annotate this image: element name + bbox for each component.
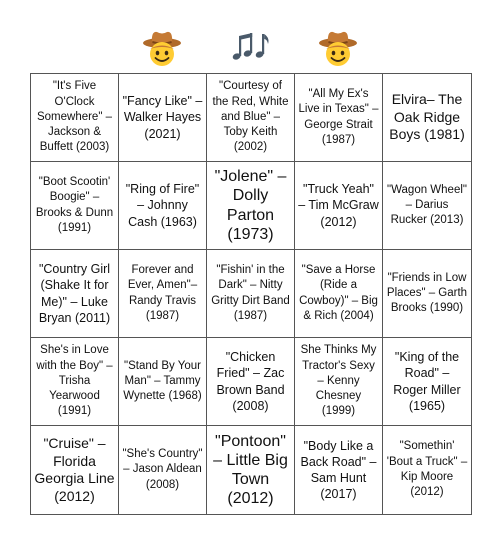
bingo-cell[interactable]: "It's Five O'Clock Somewhere" – Jackson & Buffett (2003) — [31, 74, 119, 162]
bingo-cell[interactable]: "Courtesy of the Red, White and Blue" – Toby Keith (2002) — [207, 74, 295, 162]
bingo-cell[interactable]: "Fancy Like" – Walker Hayes (2021) — [119, 74, 207, 162]
bingo-header — [30, 26, 472, 70]
bingo-cell[interactable]: "Cruise" – Florida Georgia Line (2012) — [31, 426, 119, 514]
bingo-cell[interactable]: "King of the Road" – Roger Miller (1965) — [383, 338, 471, 426]
bingo-cell[interactable]: Elvira– The Oak Ridge Boys (1981) — [383, 74, 471, 162]
bingo-cell[interactable]: "Country Girl (Shake It for Me)" – Luke Bryan (2011) — [31, 250, 119, 338]
cowboy-hat-face-icon — [294, 26, 382, 70]
bingo-cell[interactable]: "Ring of Fire" – Johnny Cash (1963) — [119, 162, 207, 250]
bingo-cell[interactable]: "Friends in Low Places" – Garth Brooks (1990) — [383, 250, 471, 338]
bingo-cell[interactable]: She Thinks My Tractor's Sexy – Kenny Chesney (1999) — [295, 338, 383, 426]
bingo-cell[interactable]: "Somethin' 'Bout a Truck" – Kip Moore (2012) — [386, 440, 468, 499]
bingo-cell[interactable]: "Truck Yeah" – Tim McGraw (2012) — [295, 162, 383, 250]
bingo-cell[interactable]: "Boot Scootin' Boogie" – Brooks & Dunn (1991) — [31, 162, 119, 250]
bingo-cell[interactable]: "Jolene" – Dolly Parton (1973) — [207, 162, 295, 250]
bingo-cell[interactable]: "Wagon Wheel" – Darius Rucker (2013) — [383, 162, 471, 250]
bingo-cell[interactable]: "All My Ex's Live in Texas" – George Strait (1987) — [295, 74, 383, 162]
bingo-cell[interactable]: She's in Love with the Boy" – Trisha Yearwood (1991) — [31, 338, 119, 426]
bingo-cell[interactable]: "Pontoon" – Little Big Town (2012) — [207, 426, 295, 514]
bingo-cell[interactable]: "She's Country" – Jason Aldean (2008) — [119, 426, 207, 514]
bingo-card-grid — [30, 73, 472, 515]
bingo-cell[interactable]: "Stand By Your Man" – Tammy Wynette (1968) — [119, 338, 207, 426]
musical-notes-icon — [206, 26, 294, 70]
bingo-cell[interactable]: "Chicken Fried" – Zac Brown Band (2008) — [207, 338, 295, 426]
bingo-cell[interactable]: Forever and Ever, Amen"– Randy Travis (1987) — [119, 250, 207, 338]
cowboy-hat-face-icon — [118, 26, 206, 70]
bingo-cell[interactable]: "Fishin' in the Dark" – Nitty Gritty Dirt Band (1987) — [207, 250, 295, 338]
bingo-cell[interactable]: "Save a Horse (Ride a Cowboy)" – Big & Rich (2004) — [295, 250, 383, 338]
bingo-cell[interactable]: "Body Like a Back Road" – Sam Hunt (2017) — [295, 426, 383, 514]
